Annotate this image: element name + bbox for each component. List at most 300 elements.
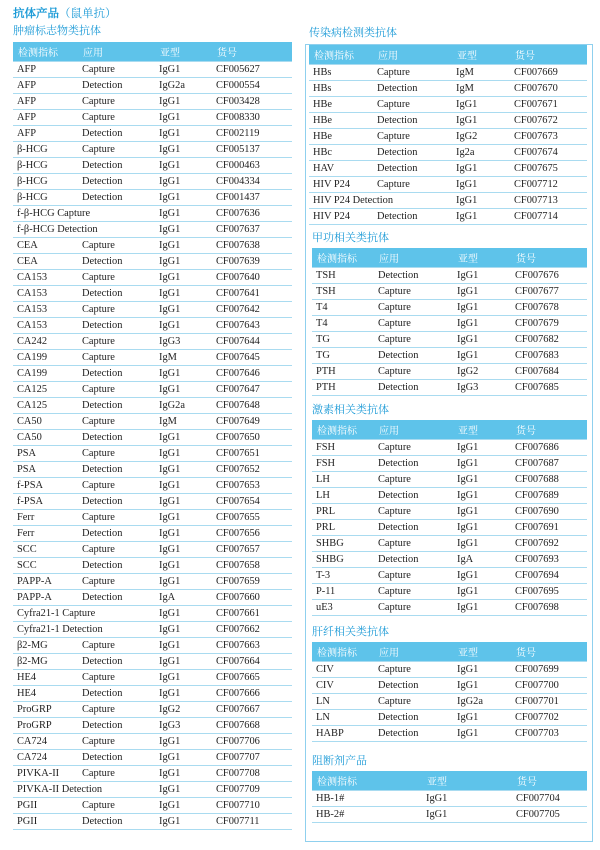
table-cell: HIV P24: [309, 177, 373, 193]
table-cell: CF007687: [511, 456, 587, 472]
table-row: [312, 268, 587, 284]
table-cell: LH: [312, 472, 374, 488]
table-cell: IgG1: [452, 97, 510, 113]
table-cell: Detection: [374, 348, 453, 364]
table-cell: Detection: [374, 726, 453, 742]
table-cell: CF007640: [212, 270, 292, 286]
table-cell: CF007676: [511, 268, 587, 284]
table-cell: CF007698: [511, 600, 587, 616]
table-cell: Detection: [78, 398, 155, 414]
table-cell: IgG1: [155, 622, 212, 638]
table-cell: CA153: [13, 318, 78, 334]
table-cell: IgG1: [422, 791, 512, 807]
table-cell: Capture: [374, 536, 453, 552]
table-cell: IgG1: [155, 430, 212, 446]
page-title: [13, 5, 117, 21]
table-cell: CF007643: [212, 318, 292, 334]
table-row: [13, 542, 292, 558]
table-cell: T-3: [312, 568, 374, 584]
table-cell: CF007653: [212, 478, 292, 494]
table-cell: HE4: [13, 670, 78, 686]
table-cell: TG: [312, 348, 374, 364]
table-cell: CF007659: [212, 574, 292, 590]
table-cell: IgG1: [155, 174, 212, 190]
table-cell: CF007691: [511, 520, 587, 536]
table-row: [312, 600, 587, 616]
table-cell: Capture: [78, 638, 155, 654]
table-cell: CF007645: [212, 350, 292, 366]
table-cell: CA199: [13, 350, 78, 366]
table-cell: CF007709: [212, 782, 292, 798]
table-cell: Capture: [374, 316, 453, 332]
table-row: [13, 430, 292, 446]
table-cell: CF007647: [212, 382, 292, 398]
table-cell: CF007637: [212, 222, 292, 238]
table-cell: IgG1: [155, 318, 212, 334]
table-cell: IgG1: [155, 382, 212, 398]
table-cell: AFP: [13, 78, 78, 94]
table-cell: Detection: [78, 78, 155, 94]
table-cell: CF007706: [212, 734, 292, 750]
table-cell: PRL: [312, 520, 374, 536]
table-row: [312, 284, 587, 300]
table-cell: CF007641: [212, 286, 292, 302]
table-cell: IgG1: [453, 520, 511, 536]
table-row: [309, 161, 587, 177]
table-cell: CF007711: [212, 814, 292, 830]
table-cell: CF007672: [510, 113, 587, 129]
table-cell: CF007670: [510, 81, 587, 97]
section-title-blocker: 阻断剂产品: [312, 754, 367, 767]
table-cell: Capture: [374, 284, 453, 300]
table-cell: Detection: [78, 430, 155, 446]
table-cell: CF007704: [512, 791, 587, 807]
column-header: 应用: [78, 42, 155, 62]
table-cell: IgG1: [155, 670, 212, 686]
table-cell: CF007668: [212, 718, 292, 734]
table-cell: T4: [312, 300, 374, 316]
table-cell: CF007663: [212, 638, 292, 654]
table-cell: Capture: [374, 300, 453, 316]
table-cell: Capture: [373, 65, 452, 81]
table-cell: IgG1: [453, 268, 511, 284]
table-cell: Capture: [78, 414, 155, 430]
table-cell: TG: [312, 332, 374, 348]
table-cell: IgG1: [155, 286, 212, 302]
table-row: [312, 662, 587, 678]
table-cell: PTH: [312, 380, 374, 396]
table-cell: CF007692: [511, 536, 587, 552]
table-cell: Detection: [78, 190, 155, 206]
table-cell: CA153: [13, 270, 78, 286]
table-cell: IgG1: [155, 478, 212, 494]
table-cell: Detection: [78, 750, 155, 766]
table-cell: IgG1: [155, 814, 212, 830]
table-row: [13, 574, 292, 590]
table-cell: CF007661: [212, 606, 292, 622]
column-header: 应用: [374, 248, 453, 268]
table-header-row: [312, 248, 587, 268]
table-cell: Capture: [373, 129, 452, 145]
table-row: [312, 488, 587, 504]
table-cell: IgG1: [453, 710, 511, 726]
table-cell: IgG1: [422, 807, 512, 823]
table-cell: IgG1: [155, 510, 212, 526]
table-cell: CF007650: [212, 430, 292, 446]
table-cell: CF000463: [212, 158, 292, 174]
table-cell: PIVKA-II: [13, 766, 78, 782]
table-cell: IgG1: [155, 110, 212, 126]
table-cell: CF007699: [511, 662, 587, 678]
table-cell: CF007714: [510, 209, 587, 225]
table-row: [312, 316, 587, 332]
table-header-row: [309, 45, 587, 65]
table-cell: Detection: [78, 686, 155, 702]
table-cell: CF007660: [212, 590, 292, 606]
section-title-thyroid: 甲功相关类抗体: [312, 231, 389, 244]
table-cell: β-HCG: [13, 174, 78, 190]
table-row: [309, 129, 587, 145]
table-row: [13, 478, 292, 494]
table-cell: CF007636: [212, 206, 292, 222]
table-cell: CF007666: [212, 686, 292, 702]
section-title-tumor: 肿瘤标志物类抗体: [13, 24, 101, 37]
table-row: [309, 209, 587, 225]
table-row: [312, 584, 587, 600]
table-row: [13, 414, 292, 430]
table-cell: IgG1: [155, 366, 212, 382]
table-row: [13, 558, 292, 574]
table-cell: Capture: [78, 510, 155, 526]
table-cell: Detection: [373, 81, 452, 97]
table-cell: Capture: [78, 334, 155, 350]
table-cell: Capture: [373, 97, 452, 113]
table-cell: CF007703: [511, 726, 587, 742]
table-cell: CF007646: [212, 366, 292, 382]
blocker-table: [312, 771, 587, 823]
table-row: [309, 65, 587, 81]
table-cell: IgG2a: [453, 694, 511, 710]
table-row: [312, 348, 587, 364]
column-header: 检测指标: [309, 45, 373, 65]
table-cell: IgM: [452, 65, 510, 81]
table-cell: SCC: [13, 558, 78, 574]
table-cell: IgG1: [155, 270, 212, 286]
table-cell: AFP: [13, 110, 78, 126]
table-cell: Capture: [374, 504, 453, 520]
liver-fibrosis-table: [312, 642, 587, 742]
table-row: [312, 472, 587, 488]
table-cell: CA724: [13, 734, 78, 750]
table-row: [312, 456, 587, 472]
table-cell: Ferr: [13, 526, 78, 542]
table-cell: CF007690: [511, 504, 587, 520]
table-cell: IgG1: [453, 726, 511, 742]
table-row: [13, 350, 292, 366]
table-row: [13, 702, 292, 718]
table-cell: CF007686: [511, 440, 587, 456]
table-row: [13, 510, 292, 526]
column-header: 亚型: [453, 642, 511, 662]
table-cell: CF007671: [510, 97, 587, 113]
column-header: 货号: [212, 42, 292, 62]
table-cell: HB-2#: [312, 807, 422, 823]
table-cell: Detection: [78, 494, 155, 510]
table-row: [13, 462, 292, 478]
table-cell: CF007677: [511, 284, 587, 300]
table-cell: ProGRP: [13, 702, 78, 718]
table-cell: Detection: [374, 380, 453, 396]
table-cell: CF005627: [212, 62, 292, 78]
table-cell: CF007712: [510, 177, 587, 193]
table-cell: HE4: [13, 686, 78, 702]
thyroid-table: [312, 248, 587, 396]
table-row: [13, 318, 292, 334]
table-row: [13, 302, 292, 318]
table-row: [13, 126, 292, 142]
table-cell: IgG2: [452, 129, 510, 145]
table-cell: IgG1: [452, 209, 510, 225]
table-cell: SCC: [13, 542, 78, 558]
table-cell: IgM: [155, 414, 212, 430]
table-row: [13, 158, 292, 174]
table-cell: IgG1: [155, 686, 212, 702]
table-row: [312, 520, 587, 536]
table-cell: IgG3: [155, 718, 212, 734]
table-cell: HABP: [312, 726, 374, 742]
table-cell: HIV P24: [309, 209, 373, 225]
table-cell: IgG1: [155, 462, 212, 478]
table-row: [13, 766, 292, 782]
table-row: [13, 238, 292, 254]
table-cell: IgG1: [155, 766, 212, 782]
table-cell: Detection: [78, 590, 155, 606]
table-cell: FSH: [312, 456, 374, 472]
table-cell: Capture: [374, 472, 453, 488]
table-cell: CA125: [13, 382, 78, 398]
table-row: [312, 710, 587, 726]
table-cell: PSA: [13, 462, 78, 478]
table-cell: Capture: [374, 364, 453, 380]
table-cell: AFP: [13, 62, 78, 78]
table-row: [309, 177, 587, 193]
table-cell: IgG2a: [155, 78, 212, 94]
table-cell: CF007708: [212, 766, 292, 782]
table-cell: Capture: [78, 798, 155, 814]
table-row: [13, 606, 292, 622]
table-cell: HB-1#: [312, 791, 422, 807]
table-row: [312, 694, 587, 710]
table-cell: PAPP-A: [13, 574, 78, 590]
table-cell: Detection: [78, 366, 155, 382]
table-row: [13, 750, 292, 766]
table-cell: IgG1: [155, 254, 212, 270]
table-cell: IgM: [155, 350, 212, 366]
table-row: [13, 494, 292, 510]
table-cell: CF007638: [212, 238, 292, 254]
table-cell: CF007707: [212, 750, 292, 766]
table-cell: CA153: [13, 286, 78, 302]
column-header: 亚型: [452, 45, 510, 65]
tumor-marker-table: [13, 42, 292, 830]
table-cell: IgG1: [453, 284, 511, 300]
table-cell: PIVKA-II Detection: [13, 782, 78, 798]
table-row: [312, 440, 587, 456]
table-cell: IgG1: [155, 206, 212, 222]
table-cell: CF007710: [212, 798, 292, 814]
table-cell: IgG2a: [155, 398, 212, 414]
table-cell: IgG1: [453, 316, 511, 332]
table-row: [312, 380, 587, 396]
table-cell: P-11: [312, 584, 374, 600]
table-cell: IgG1: [155, 126, 212, 142]
table-cell: IgG1: [155, 62, 212, 78]
table-row: [13, 686, 292, 702]
table-row: [13, 254, 292, 270]
table-header-row: [13, 42, 292, 62]
table-cell: CA50: [13, 414, 78, 430]
table-cell: Capture: [78, 670, 155, 686]
table-cell: IgG1: [155, 446, 212, 462]
table-cell: Cyfra21-1 Capture: [13, 606, 78, 622]
table-cell: IgG1: [155, 94, 212, 110]
table-cell: IgM: [452, 81, 510, 97]
table-cell: Capture: [78, 542, 155, 558]
table-cell: IgG2: [155, 702, 212, 718]
table-row: [312, 332, 587, 348]
table-row: [312, 807, 587, 823]
table-cell: CF007674: [510, 145, 587, 161]
table-cell: IgG3: [155, 334, 212, 350]
table-cell: β2-MG: [13, 638, 78, 654]
table-cell: f-PSA: [13, 494, 78, 510]
table-cell: CEA: [13, 254, 78, 270]
table-cell: CF007701: [511, 694, 587, 710]
table-cell: IgG1: [155, 494, 212, 510]
table-cell: Detection: [373, 209, 452, 225]
table-cell: IgG1: [155, 654, 212, 670]
table-cell: CF007684: [511, 364, 587, 380]
table-cell: PGII: [13, 814, 78, 830]
table-row: [13, 398, 292, 414]
column-header: 检测指标: [312, 771, 422, 791]
table-cell: Capture: [78, 110, 155, 126]
table-cell: CF007683: [511, 348, 587, 364]
table-cell: f-β-HCG Detection: [13, 222, 78, 238]
table-cell: Capture: [78, 478, 155, 494]
table-cell: Ig2a: [452, 145, 510, 161]
table-cell: Capture: [78, 94, 155, 110]
table-cell: Capture: [374, 600, 453, 616]
table-cell: CF007669: [510, 65, 587, 81]
table-cell: CF007673: [510, 129, 587, 145]
table-cell: CF007678: [511, 300, 587, 316]
table-cell: CF007667: [212, 702, 292, 718]
table-cell: IgG1: [155, 574, 212, 590]
table-cell: IgG1: [452, 113, 510, 129]
table-cell: IgG1: [453, 662, 511, 678]
table-cell: Cyfra21-1 Detection: [13, 622, 78, 638]
table-cell: Detection: [78, 318, 155, 334]
table-header-row: [312, 420, 587, 440]
column-header: 检测指标: [312, 642, 374, 662]
table-cell: IgG1: [155, 782, 212, 798]
table-cell: AFP: [13, 94, 78, 110]
table-row: [13, 718, 292, 734]
table-cell: CIV: [312, 662, 374, 678]
table-cell: PAPP-A: [13, 590, 78, 606]
table-cell: CA125: [13, 398, 78, 414]
table-cell: uE3: [312, 600, 374, 616]
table-cell: CF000554: [212, 78, 292, 94]
table-cell: PSA: [13, 446, 78, 462]
table-row: [13, 670, 292, 686]
column-header: 货号: [511, 642, 587, 662]
table-cell: CF001437: [212, 190, 292, 206]
table-cell: Detection: [78, 254, 155, 270]
table-cell: β-HCG: [13, 142, 78, 158]
table-cell: Detection: [374, 710, 453, 726]
table-cell: CF007651: [212, 446, 292, 462]
table-cell: CF007685: [511, 380, 587, 396]
column-header: 应用: [374, 642, 453, 662]
table-cell: Detection: [374, 552, 453, 568]
table-row: [13, 798, 292, 814]
table-cell: CF007689: [511, 488, 587, 504]
column-header: 亚型: [155, 42, 212, 62]
table-cell: Capture: [78, 766, 155, 782]
table-cell: CF007657: [212, 542, 292, 558]
table-header-row: [312, 771, 587, 791]
column-header: 检测指标: [312, 420, 374, 440]
table-cell: CF007648: [212, 398, 292, 414]
table-cell: TSH: [312, 284, 374, 300]
table-row: [13, 446, 292, 462]
table-cell: Capture: [78, 446, 155, 462]
table-row: [309, 145, 587, 161]
column-header: 货号: [510, 45, 587, 65]
table-cell: IgG1: [453, 300, 511, 316]
column-header: 检测指标: [13, 42, 78, 62]
table-cell: PRL: [312, 504, 374, 520]
table-row: [309, 113, 587, 129]
table-cell: CF004334: [212, 174, 292, 190]
table-cell: Detection: [78, 158, 155, 174]
table-cell: Detection: [78, 558, 155, 574]
table-cell: SHBG: [312, 536, 374, 552]
table-cell: IgG1: [155, 142, 212, 158]
table-row: [13, 206, 292, 222]
table-cell: IgG1: [452, 177, 510, 193]
table-cell: CF007655: [212, 510, 292, 526]
table-cell: Detection: [78, 462, 155, 478]
table-cell: PGII: [13, 798, 78, 814]
table-cell: HAV: [309, 161, 373, 177]
table-cell: IgA: [453, 552, 511, 568]
table-row: [13, 270, 292, 286]
table-row: [13, 814, 292, 830]
table-cell: CF002119: [212, 126, 292, 142]
table-cell: IgG1: [453, 600, 511, 616]
table-cell: IgA: [155, 590, 212, 606]
hormone-table: [312, 420, 587, 616]
table-cell: T4: [312, 316, 374, 332]
table-cell: IgG1: [453, 488, 511, 504]
table-cell: CF007679: [511, 316, 587, 332]
table-cell: IgG2: [453, 364, 511, 380]
table-row: [13, 286, 292, 302]
column-header: 货号: [511, 248, 587, 268]
